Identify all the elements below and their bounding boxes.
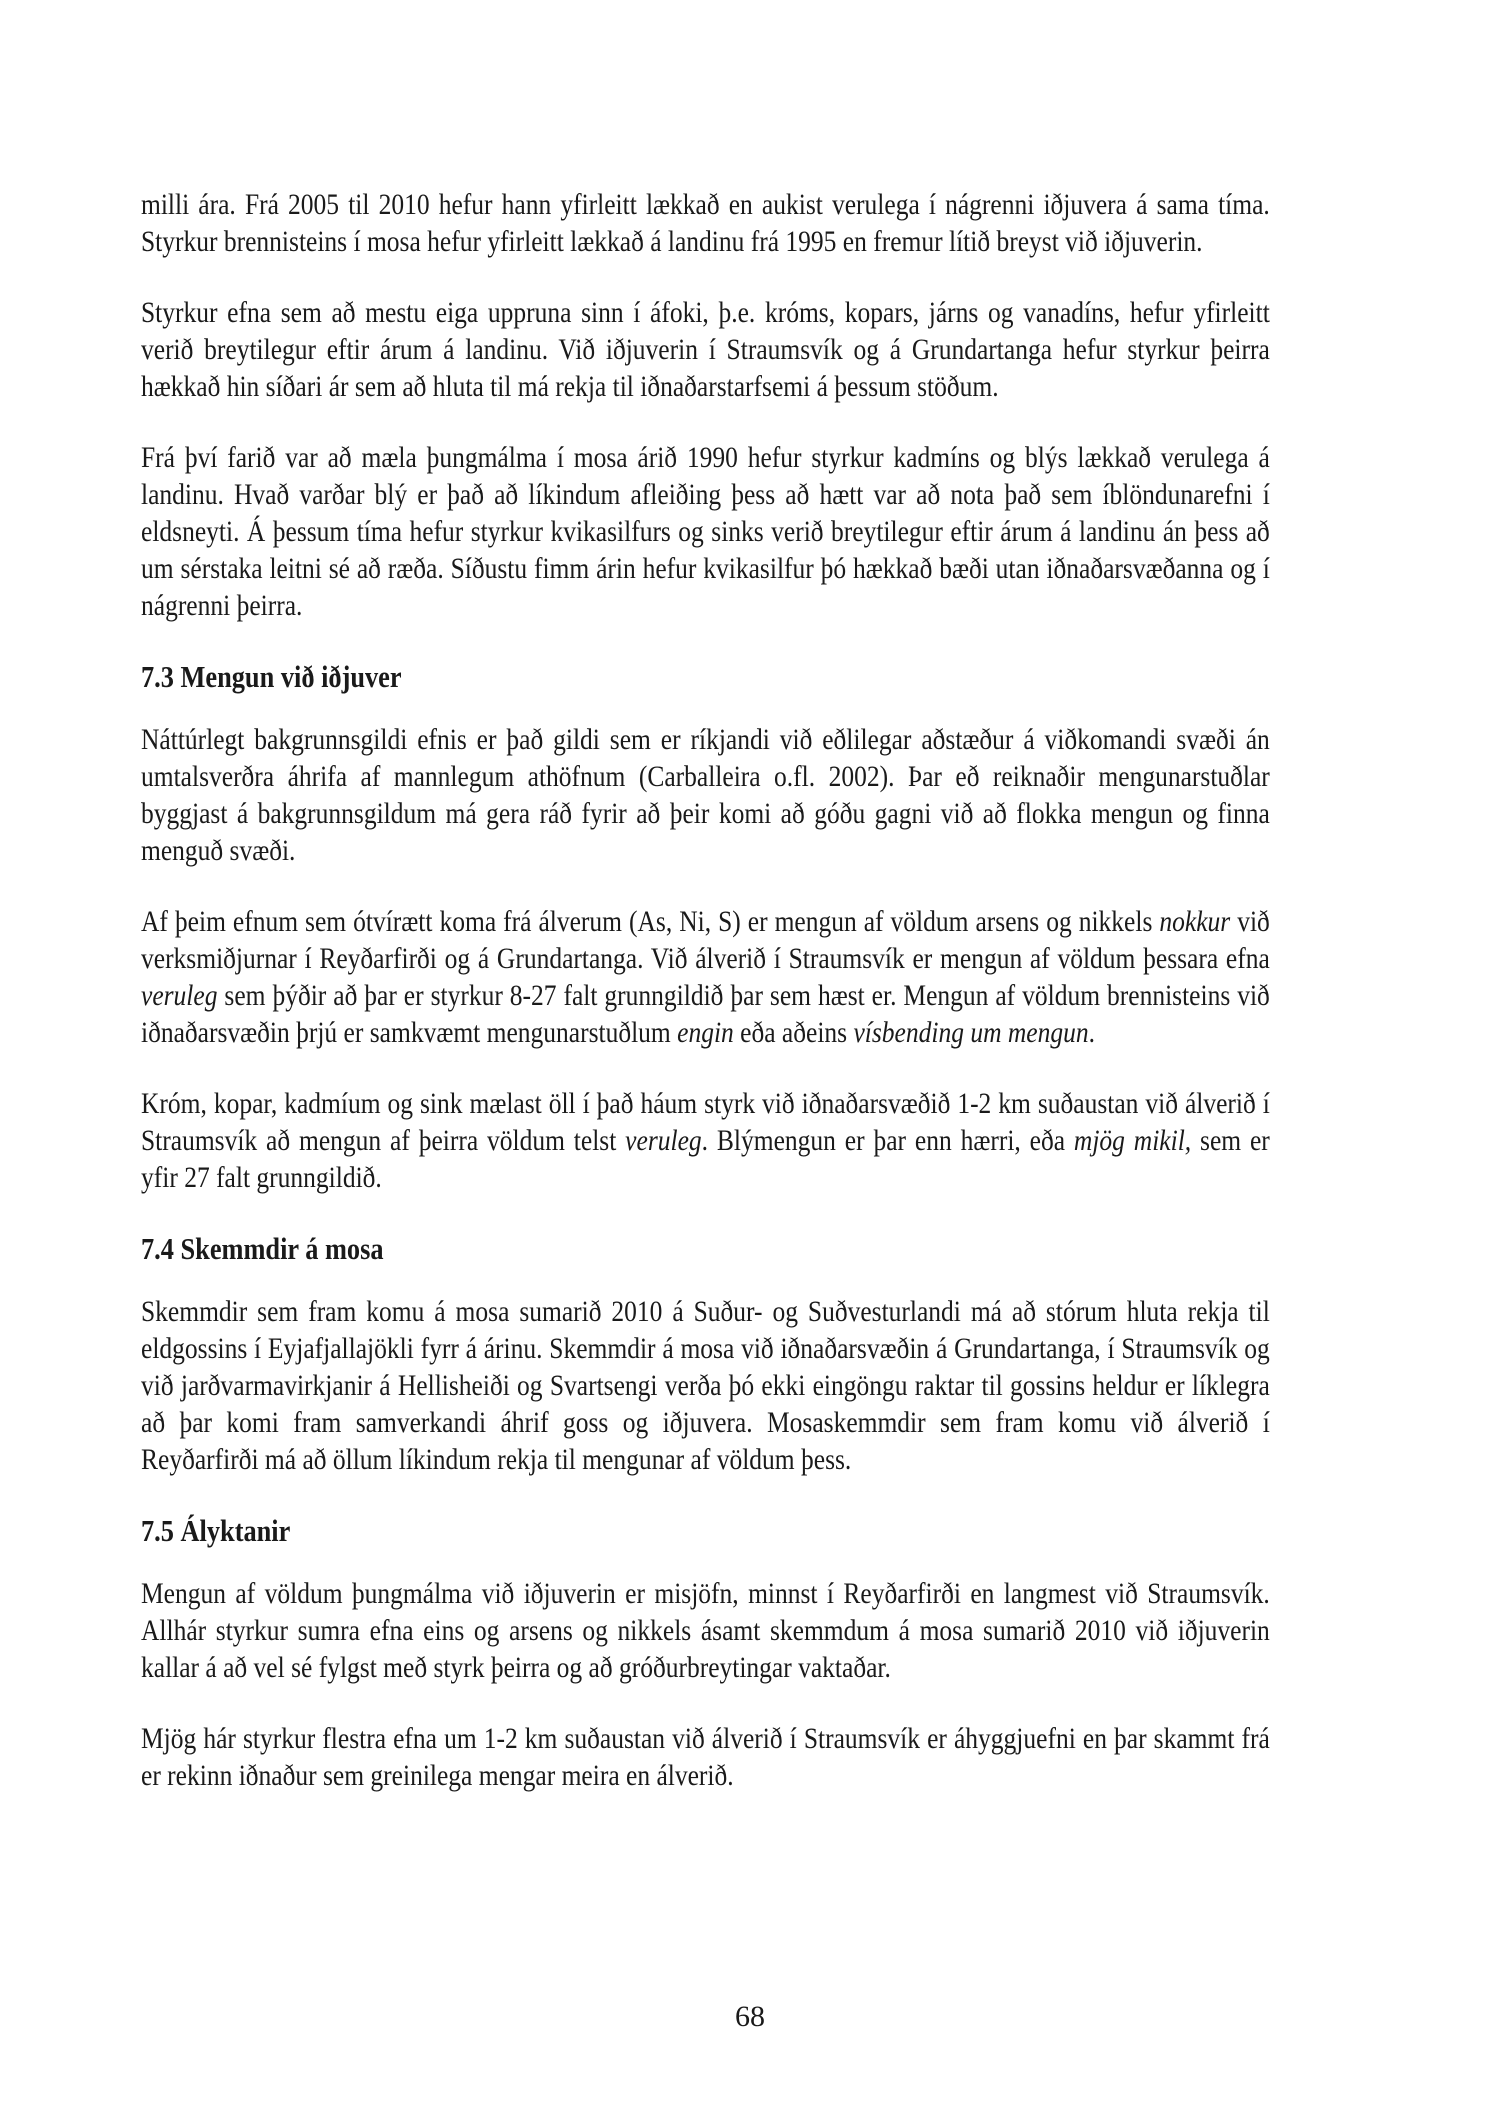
text-segment: Mengun af völdum þungmálma við iðjuverin er misjöfn, minnst í Reyðarfirði en langmest við Straumsvík. Allhár styrkur sumra efna eins og arsens og nikkels ásamt skemmdum á mosa sumarið 2010 við iðjuverin kallar á að vel sé fylgst með styrk þeirra og að gróðurbreytingar vaktaðar. — [141, 1577, 1270, 1684]
section-heading-7-4: 7.4 Skemmdir á mosa — [141, 1231, 384, 1266]
text-segment: . Blýmengun er þar enn hærri, eða — [701, 1124, 1074, 1157]
text-segment: eða aðeins — [733, 1016, 854, 1049]
paragraph-7-5-1 — [141, 1575, 1270, 1686]
italic-text-segment: veruleg — [625, 1124, 702, 1157]
text-segment: við verksmiðjurnar í Reyðarfirði og á Grundartanga. Við álverið í Straumsvík er mengun af völdum þessara efna — [141, 905, 1270, 975]
page-number: 68 — [735, 2000, 765, 2033]
italic-text-segment: nokkur — [1159, 905, 1231, 938]
text-segment: Náttúrlegt bakgrunnsgildi efnis er það gildi sem er ríkjandi við eðlilegar aðstæður á viðkomandi svæði án umtalsverðra áhrifa af mannlegum athöfnum (Carballeira o.fl. 2002). Þar eð reiknaðir mengunarstuðlar byggjast á bakgrunnsgildum má gera ráð fyrir að þeir komi að góðu gagni við að flokka mengun og finna menguð svæði. — [141, 723, 1270, 867]
text-segment: Króm, kopar, kadmíum og sink mælast öll í það háum styrk við iðnaðarsvæðið 1-2 km suðaustan við álverið í Straumsvík að mengun af þeirra völdum telst — [141, 1087, 1270, 1157]
italic-text-segment: mjög mikil, — [1073, 1124, 1192, 1157]
paragraph-7-4-1 — [141, 1293, 1270, 1478]
text-segment: Af þeim efnum sem ótvírætt koma frá álverum (As, Ni, S) er mengun af völdum arsens og nikkels — [141, 905, 1160, 938]
text-block — [141, 186, 1270, 1828]
paragraph-7-3-2 — [141, 903, 1270, 1051]
text-segment: Skemmdir sem fram komu á mosa sumarið 2010 á Suður- og Suðvesturlandi má að stórum hluta rekja til eldgossins í Eyjafjallajökli fyrr á árinu. Skemmdir á mosa við iðnaðarsvæðin á Grundartanga, í Straumsvík og við jarðvarmavirkjanir á Hellisheiði og Svartsengi verða þó ekki eingöngu raktar til gossins heldur er líklegra að þar komi fram samverkandi áhrif goss og iðjuvera. Mosaskemmdir sem fram komu við álverið í Reyðarfirði má að öllum líkindum rekja til mengunar af völdum þess. — [141, 1295, 1270, 1476]
text-segment: . — [1088, 1016, 1095, 1049]
paragraph-intro-3 — [141, 439, 1270, 624]
paragraph-7-3-1 — [141, 721, 1270, 869]
paragraph-7-5-2 — [141, 1720, 1270, 1794]
text-segment: Styrkur efna sem að mestu eiga uppruna sinn í áfoki, þ.e. króms, kopars, járns og vanadíns, hefur yfirleitt verið breytilegur eftir árum á landinu. Við iðjuverin í Straumsvík og á Grundartanga hefur styrkur þeirra hækkað hin síðari ár sem að hluta til má rekja til iðnaðarstarfsemi á þessum stöðum. — [141, 296, 1270, 403]
text-segment: Frá því farið var að mæla þungmálma í mosa árið 1990 hefur styrkur kadmíns og blýs lækkað verulega á landinu. Hvað varðar blý er það að líkindum afleiðing þess að hætt var að nota það sem íblöndunarefni í eldsneyti. Á þessum tíma hefur styrkur kvikasilfurs og sinks verið breytilegur eftir árum á landinu án þess að um sérstaka leitni sé að ræða. Síðustu fimm árin hefur kvikasilfur þó hækkað bæði utan iðnaðarsvæðanna og í nágrenni þeirra. — [141, 441, 1270, 622]
section-heading-7-5: 7.5 Ályktanir — [141, 1513, 291, 1548]
text-segment: Mjög hár styrkur flestra efna um 1-2 km suðaustan við álverið í Straumsvík er áhyggjuefni en þar skammt frá er rekinn iðnaður sem greinilega mengar meira en álverið. — [141, 1722, 1270, 1792]
italic-text-segment: vísbending um mengun — [853, 1016, 1089, 1049]
section-heading-7-3: 7.3 Mengun við iðjuver — [141, 659, 402, 694]
italic-text-segment: engin — [677, 1016, 734, 1049]
italic-text-segment: veruleg — [141, 979, 218, 1012]
text-segment: sem er yfir 27 falt grunngildið. — [141, 1124, 1270, 1194]
paragraph-7-3-3 — [141, 1085, 1270, 1196]
text-segment: milli ára. Frá 2005 til 2010 hefur hann yfirleitt lækkað en aukist verulega í nágrenni iðjuvera á sama tíma. Styrkur brennisteins í mosa hefur yfirleitt lækkað á landinu frá 1995 en fremur lítið breyst við iðjuverin. — [141, 188, 1270, 258]
paragraph-intro-1 — [141, 186, 1270, 260]
paragraph-intro-2 — [141, 294, 1270, 405]
text-segment: sem þýðir að þar er styrkur 8-27 falt grunngildið þar sem hæst er. Mengun af völdum brennisteins við iðnaðarsvæðin þrjú er samkvæmt mengunarstuðlum — [141, 979, 1270, 1049]
